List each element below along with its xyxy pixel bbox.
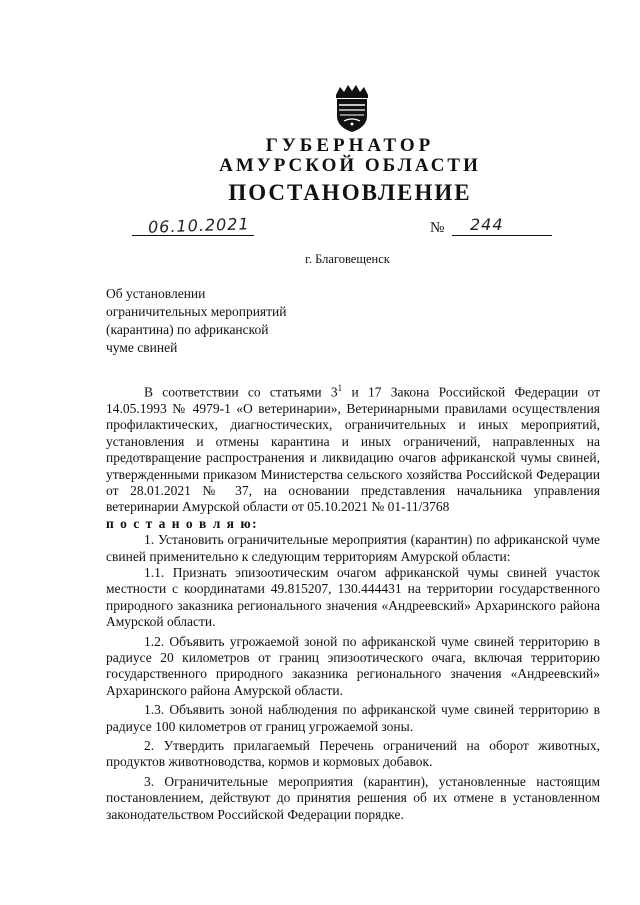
- preamble-start: В соответствии со статьями 3: [144, 384, 338, 400]
- clause-1: 1. Установить ограничительные мероприятия (карантин) по африканской чуме свиней применительно к следующим территориям Амурской области:: [106, 532, 600, 564]
- coat-of-arms-icon: [330, 83, 374, 133]
- clause-3: 3. Ограничительные мероприятия (карантин), установленные настоящим постановлением, действуют до принятия решения об их отмене в установленном законодательством Российской Федерации порядке.: [106, 773, 600, 822]
- subject-line: чуме свиней: [106, 340, 178, 355]
- subject-line: (карантина) по африканской: [106, 322, 269, 337]
- clause-1-2: 1.2. Объявить угрожаемой зоной по африканской чуме свиней территорию в радиусе 20 километров от границ эпизоотического очага, включая территорию государственного природного заказника регионального значения «Андреевский» Архаринского района Амурской области.: [106, 633, 600, 698]
- document-date: 06.10.2021: [147, 214, 250, 237]
- decree-word: п о с т а н о в л я ю:: [106, 515, 259, 531]
- region-title: АМУРСКОЙ ОБЛАСТИ: [219, 155, 481, 176]
- subject-line: Об установлении: [106, 286, 206, 301]
- clause-2: 2. Утвердить прилагаемый Перечень ограничений на оборот животных, продуктов животноводства, кормов и кормовых добавок.: [106, 738, 600, 770]
- number-sign: №: [430, 220, 445, 236]
- authority-title: ГУБЕРНАТОР: [265, 135, 435, 156]
- preamble-superscript: 1: [337, 383, 343, 393]
- document-body: [106, 380, 600, 823]
- document-type-title: ПОСТАНОВЛЕНИЕ: [228, 180, 472, 205]
- document-number: 244: [470, 215, 504, 234]
- preamble-rest: и 17 Закона Российской Федерации от 14.05.1993 № 4979-1 «О ветеринарии», Ветеринарными правилами осуществления профилактических, диагностических, ограничительных и иных мероприятий, установления и отмены карантина и иных ограничений, направленных на предотвращение распространения и ликвидацию очагов африканской чумы свиней, утвержденными приказом Министерства сельского хозяйства Российской Федерации от 28.01.2021 № 37, на основании представления начальника управления ветеринарии Амурской области от 05.10.2021 № 01-11/3768: [106, 384, 600, 515]
- clause-1-1: 1.1. Признать эпизоотическим очагом африканской чумы свиней участок местности с координатами 49.815207, 130.444431 на территории государственного природного заказника регионального значения «Андреевский» Архаринского района Амурской области.: [106, 564, 600, 630]
- document-subject: [106, 285, 346, 357]
- preamble-paragraph: [106, 380, 600, 516]
- city-name: г. Благовещенск: [305, 252, 390, 266]
- clause-1-3: 1.3. Объявить зоной наблюдения по африканской чуме свиней территорию в радиусе 100 километров от границ угрожаемой зоны.: [106, 702, 600, 734]
- subject-line: ограничительных мероприятий: [106, 304, 287, 319]
